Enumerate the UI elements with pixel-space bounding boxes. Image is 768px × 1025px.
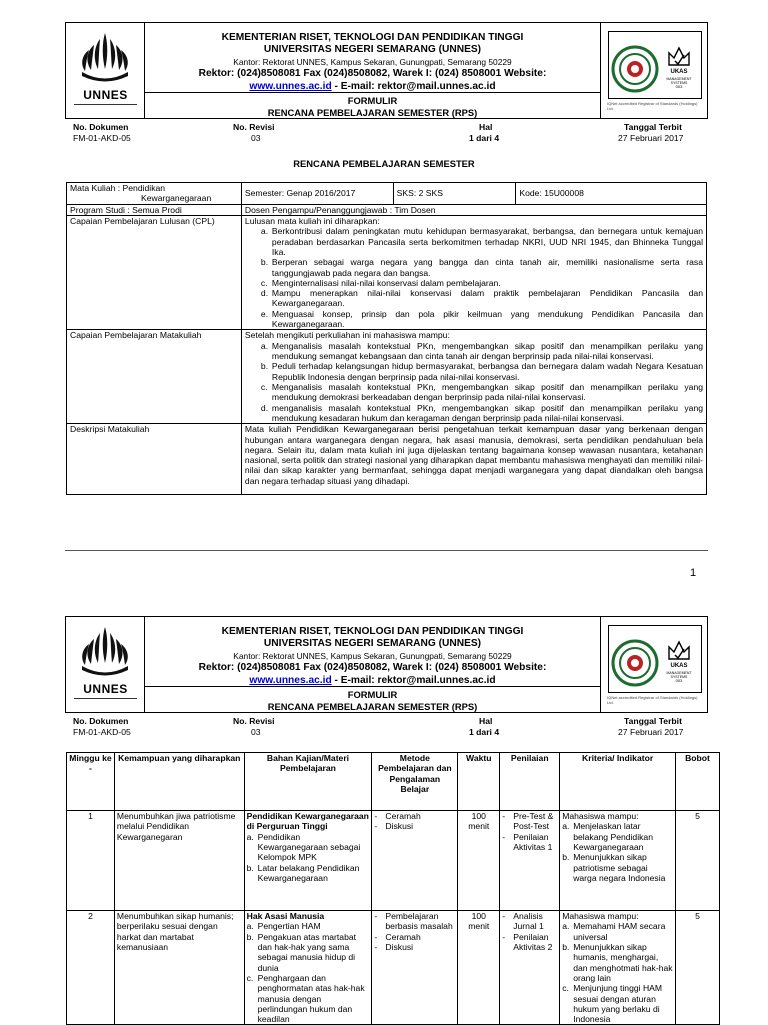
university-name: UNIVERSITAS NEGERI SEMARANG (UNNES) [263, 638, 482, 649]
contact-line: Rektor: (024)8508081 Fax (024)8508082, Warek I: (024) 8508001 Website: [198, 68, 547, 79]
material-title: Hak Asasi Manusia [246, 911, 325, 921]
list-item: a. Menganalisis masalah kontekstual PKn, mengembangkan sikap positif dan menampilkan perilaku yang mendukung semangat kebangsaan dan cinta tanah air dengan berprinsip pada nilai-nilai konservasi. [260, 340, 703, 361]
cert-seal-icon [611, 45, 659, 93]
weight-cell: 5 [676, 811, 720, 911]
page-value: 1 dari 4 [469, 133, 500, 143]
issue-date-value: 27 Februari 2017 [618, 727, 684, 737]
list-item: b. Pengakuan atas martabat dan hak-hak yang sama sebagai manusia hidup di dunia [246, 931, 357, 973]
ukas-label: UKAS [670, 663, 688, 669]
cpmk-intro: Setelah mengikuti perkuliahan ini mahasiswa mampu: [244, 330, 450, 341]
ukas-number: 003 [675, 678, 683, 683]
time-cell: 100 menit [458, 811, 500, 911]
list-item: b. Berperan sebagai warga negara yang bangga dan cinta tanah air, memiliki nasionalisme serta rasa tanggungjawab pada negara dan bangsa. [260, 257, 703, 278]
criteria-cell [560, 911, 676, 1025]
week-cell: 1 [67, 811, 115, 911]
cpl-content-cell [241, 215, 706, 329]
issue-date-label: Tanggal Terbit [624, 716, 682, 726]
list-item: - Ceramah [374, 931, 421, 942]
certification-mark [601, 617, 707, 712]
issue-date-label: Tanggal Terbit [624, 122, 682, 132]
ukas-sub: MANAGEMENT SYSTEMS [666, 77, 692, 86]
criteria-cell [560, 811, 676, 911]
table-row [67, 330, 707, 424]
weight-cell: 5 [676, 911, 720, 1025]
table-row [67, 183, 707, 205]
ability-cell: Menumbuhkan sikap humanis; berperilaku sesuai dengan harkat dan martabat kemanusiaan [114, 911, 244, 1025]
list-item: b. Latar belakang Pendidikan Kewarganegaraan [246, 862, 360, 883]
course-name-cell [67, 183, 242, 205]
address: Kantor: Rektorat UNNES, Kampus Sekaran, Gunungpati, Semarang 50229 [233, 651, 512, 661]
list-item: - Diskusi [374, 821, 414, 832]
unnes-emblem-icon [66, 617, 145, 681]
certification-mark [601, 23, 707, 118]
header-divider [145, 686, 601, 687]
list-item: b. Menunjukkan sikap humanis, menghargai, dan menghotmati hak-hak orang lain [562, 941, 673, 983]
form-label: FORMULIR [347, 689, 398, 700]
header-text [145, 23, 601, 118]
col-header-metode: Metode Pembelajaran dan Pengalaman Belajar [372, 753, 458, 811]
page-value: 1 dari 4 [469, 727, 500, 737]
lecturer-cell: Dosen Pengampu/Penanggungjawab : Tim Dosen [241, 204, 706, 215]
doc-number-label: No. Dokumen [73, 122, 129, 132]
course-code-cell: Kode: 15U00008 [516, 183, 707, 205]
material-list [247, 832, 370, 884]
email-text: - E-mail: rektor@mail.unnes.ac.id [331, 81, 496, 92]
revision-label: No. Revisi [233, 716, 275, 726]
ukas-number: 003 [675, 84, 683, 89]
doc-meta-page1 [65, 121, 708, 145]
website-link[interactable]: www.unnes.ac.id [249, 675, 332, 686]
unnes-logo [66, 23, 145, 118]
description-label-cell: Deskripsi Matakuliah [67, 424, 242, 495]
course-name-label: Mata Kuliah : Pendidikan [70, 183, 166, 193]
header-divider [145, 92, 601, 93]
revision-value: 03 [251, 133, 261, 143]
list-item: - Diskusi [374, 941, 414, 952]
cpl-list [245, 226, 703, 329]
ukas-label: UKAS [670, 69, 688, 75]
list-item: - Pembelajaran berbasis masalah [374, 911, 453, 932]
assessment-cell [500, 911, 560, 1025]
list-item: - Penilaian Aktivitas 2 [502, 931, 553, 952]
cert-footnote: IQNet accredited Registrar of Standards (Holdings) Ltd. [607, 101, 698, 111]
unnes-emblem-icon [66, 23, 145, 87]
cpmk-label-cell: Capaian Pembelajaran Matakuliah [67, 330, 242, 424]
list-item: c. Menganalisis masalah kontekstual PKn, mengembangkan sikap positif dan menampilkan perilaku yang mendukung demokrasi berkeadaban dengan berprinsip pada nilai-nilai konservasi. [260, 381, 703, 403]
material-title: Pendidikan Kewarganegaraan di Perguruan Tinggi [246, 811, 369, 832]
form-title: RENCANA PEMBELAJARAN SEMESTER (RPS) [267, 701, 478, 712]
method-cell [372, 811, 458, 911]
ukas-crown-icon [667, 639, 691, 661]
page-label: Hal [479, 122, 493, 132]
form-label: FORMULIR [347, 95, 398, 106]
cert-seal-icon [611, 639, 659, 687]
logo-text: UNNES [83, 88, 128, 102]
header-box-page1 [65, 22, 708, 119]
time-cell: 100 menit [458, 911, 500, 1025]
revision-label: No. Revisi [233, 122, 275, 132]
col-header-penilaian: Penilaian [500, 753, 560, 811]
cert-footnote: IQNet accredited Registrar of Standards (Holdings) Ltd. [607, 695, 698, 705]
cpmk-list [245, 341, 703, 424]
address: Kantor: Rektorat UNNES, Kampus Sekaran, Gunungpati, Semarang 50229 [233, 57, 512, 67]
doc-number-value: FM-01-AKD-05 [73, 133, 131, 143]
list-item: b. Menunjukkan sikap patriotisme sebagai warga negara Indonesia [562, 852, 666, 883]
doc-number-value: FM-01-AKD-05 [73, 727, 131, 737]
table-row [67, 911, 720, 1025]
sks-cell: SKS: 2 SKS [393, 183, 516, 205]
page-separator [65, 550, 708, 551]
week-cell: 2 [67, 911, 115, 1025]
list-item: a. Berkontribusi dalam peningkatan mutu kehidupan bermasyarakat, berbangsa, dan bernegara untuk kemajuan peradaban berdasarkan Pancasila serta berkomitmen terhadap NKRI, UUD NRI 1945, dan Bhinneka Tunggal Ika. [260, 226, 703, 257]
table-row [67, 811, 720, 911]
material-list [247, 921, 370, 1024]
section-title: RENCANA PEMBELAJARAN SEMESTER [293, 158, 475, 169]
material-cell [244, 811, 372, 911]
schedule-table [66, 752, 720, 1025]
email-text: - E-mail: rektor@mail.unnes.ac.id [331, 675, 496, 686]
list-item: d. menganalisis masalah kontekstual PKn, mengembangkan sikap positif dan menampilkan perilaku yang mendukung kesadaran hukum dan keragaman dengan berprinsip pada nilai-nilai konservasi. [260, 402, 703, 423]
header-box-page2 [65, 616, 708, 713]
issue-date-value: 27 Februari 2017 [618, 133, 684, 143]
form-title: RENCANA PEMBELAJARAN SEMESTER (RPS) [267, 107, 478, 118]
list-item: a. Pendidikan Kewarganegaraan sebagai Kelompok MPK [246, 831, 361, 863]
list-item: a. Menjelaskan latar belakang Pendidikan Kewarganegaraan [562, 821, 653, 852]
list-item: e. Menguasai konsep, prinsip dan pola pikir keilmuan yang mendukung Pendidikan Pancasila dan Kewarganegaraan. [260, 308, 703, 330]
method-cell [372, 911, 458, 1025]
list-item: - Ceramah [374, 811, 421, 821]
table-row [67, 424, 707, 495]
semester-cell: Semester: Genap 2016/2017 [241, 183, 393, 205]
col-header-kriteria: Kriteria/ Indikator [560, 753, 676, 811]
list-item: c. Penghargaan dan penghormatan atas hak-hak manusia dengan perlindungan hukum dan keadilan [246, 972, 365, 1025]
list-item: - Penilaian Aktivitas 1 [502, 831, 553, 852]
logo-underline [74, 698, 137, 701]
assessment-cell [500, 811, 560, 911]
list-item: a. Pengertian HAM [246, 921, 321, 932]
col-header-bahan: Bahan Kajian/Materi Pembelajaran [244, 753, 372, 811]
logo-underline [74, 104, 137, 107]
cpl-label-cell: Capaian Pembelajaran Lulusan (CPL) [67, 215, 242, 329]
contact-line: Rektor: (024)8508081 Fax (024)8508082, Warek I: (024) 8508001 Website: [198, 662, 547, 673]
university-name: UNIVERSITAS NEGERI SEMARANG (UNNES) [263, 44, 482, 55]
list-item: d. Mampu menerapkan nilai-nilai konservasi dalam praktik pembelajaran Pendidikan Pancasila dan Kewarganegaraan. [260, 288, 703, 309]
material-cell [244, 911, 372, 1025]
list-item: c. Menjunjung tinggi HAM sesuai dengan aturan hukum yang berlaku di Indonesia [562, 983, 663, 1025]
col-header-kemampuan: Kemampuan yang diharapkan [114, 753, 244, 811]
course-name-value: Kewarganegaraan [141, 193, 212, 204]
criteria-intro: Mahasiswa mampu: [562, 811, 639, 821]
ministry-name: KEMENTERIAN RISET, TEKNOLOGI DAN PENDIDIKAN TINGGI [221, 32, 524, 43]
list-item: c. Menginternalisasi nilai-nilai konservasi dalam pembelajaran. [260, 277, 501, 288]
criteria-intro: Mahasiswa mampu: [562, 911, 639, 921]
course-info-table [66, 182, 707, 495]
ministry-name: KEMENTERIAN RISET, TEKNOLOGI DAN PENDIDIKAN TINGGI [221, 626, 524, 637]
table-row [67, 215, 707, 329]
col-header-waktu: Waktu [458, 753, 500, 811]
revision-value: 03 [251, 727, 261, 737]
cpmk-content-cell [241, 330, 706, 424]
unnes-logo [66, 617, 145, 712]
list-item: - Pre-Test & Post-Test [502, 811, 554, 832]
page-number: 1 [690, 567, 697, 579]
cpl-intro: Lulusan mata kuliah ini diharapkan: [244, 215, 380, 226]
col-header-bobot: Bobot [676, 753, 720, 811]
header-text [145, 617, 601, 712]
website-link[interactable]: www.unnes.ac.id [249, 81, 332, 92]
ukas-crown-icon [667, 45, 691, 67]
list-item: - Analisis Jurnal 1 [502, 911, 544, 932]
col-header-minggu: Minggu ke - [67, 753, 115, 811]
list-item: b. Peduli terhadap kelangsungan hidup bermasyarakat, berbangsa dan bernegara dalam wadah Negara Kesatuan Republik Indonesia dengan berprinsip pada nilai-nilai konservasi. [260, 361, 703, 382]
doc-meta-page2 [65, 715, 708, 739]
program-cell: Program Studi : Semua Prodi [67, 204, 242, 215]
page-label: Hal [479, 716, 493, 726]
ability-cell: Menumbuhkan jiwa patriotisme melalui Pendidikan Kewarganegaran [114, 811, 244, 911]
logo-text: UNNES [83, 682, 128, 696]
table-header-row [67, 753, 720, 811]
doc-number-label: No. Dokumen [73, 716, 129, 726]
list-item: a. Memahami HAM secara universal [562, 921, 666, 942]
table-row [67, 204, 707, 215]
description-cell: Mata kuliah Pendidikan Kewarganegaraan berisi pengetahuan terkait kemampuan dasar yang berkenaan dengan hubungan antara warganegara dengan negara, hak asasi manusia, demokrasi, serta pendidikan pendahuluan bela negara. Selain itu, dalam mata kuliah ini juga dijelaskan tentang bagaimana konsep wawasan nusantara, ketahanan nasional, serta politik dan strategi nasional yang diharapkan dapat membantu mahasiswa menghayati dan memiliki nilai-nilai dan sikap karakter yang bermanfaat, sehingga dapat menjadi warganegara yang dapat diandalkan oleh bangsa dan negara terhadap situasi yang dihadapi. [241, 424, 706, 495]
ukas-sub: MANAGEMENT SYSTEMS [666, 671, 692, 680]
